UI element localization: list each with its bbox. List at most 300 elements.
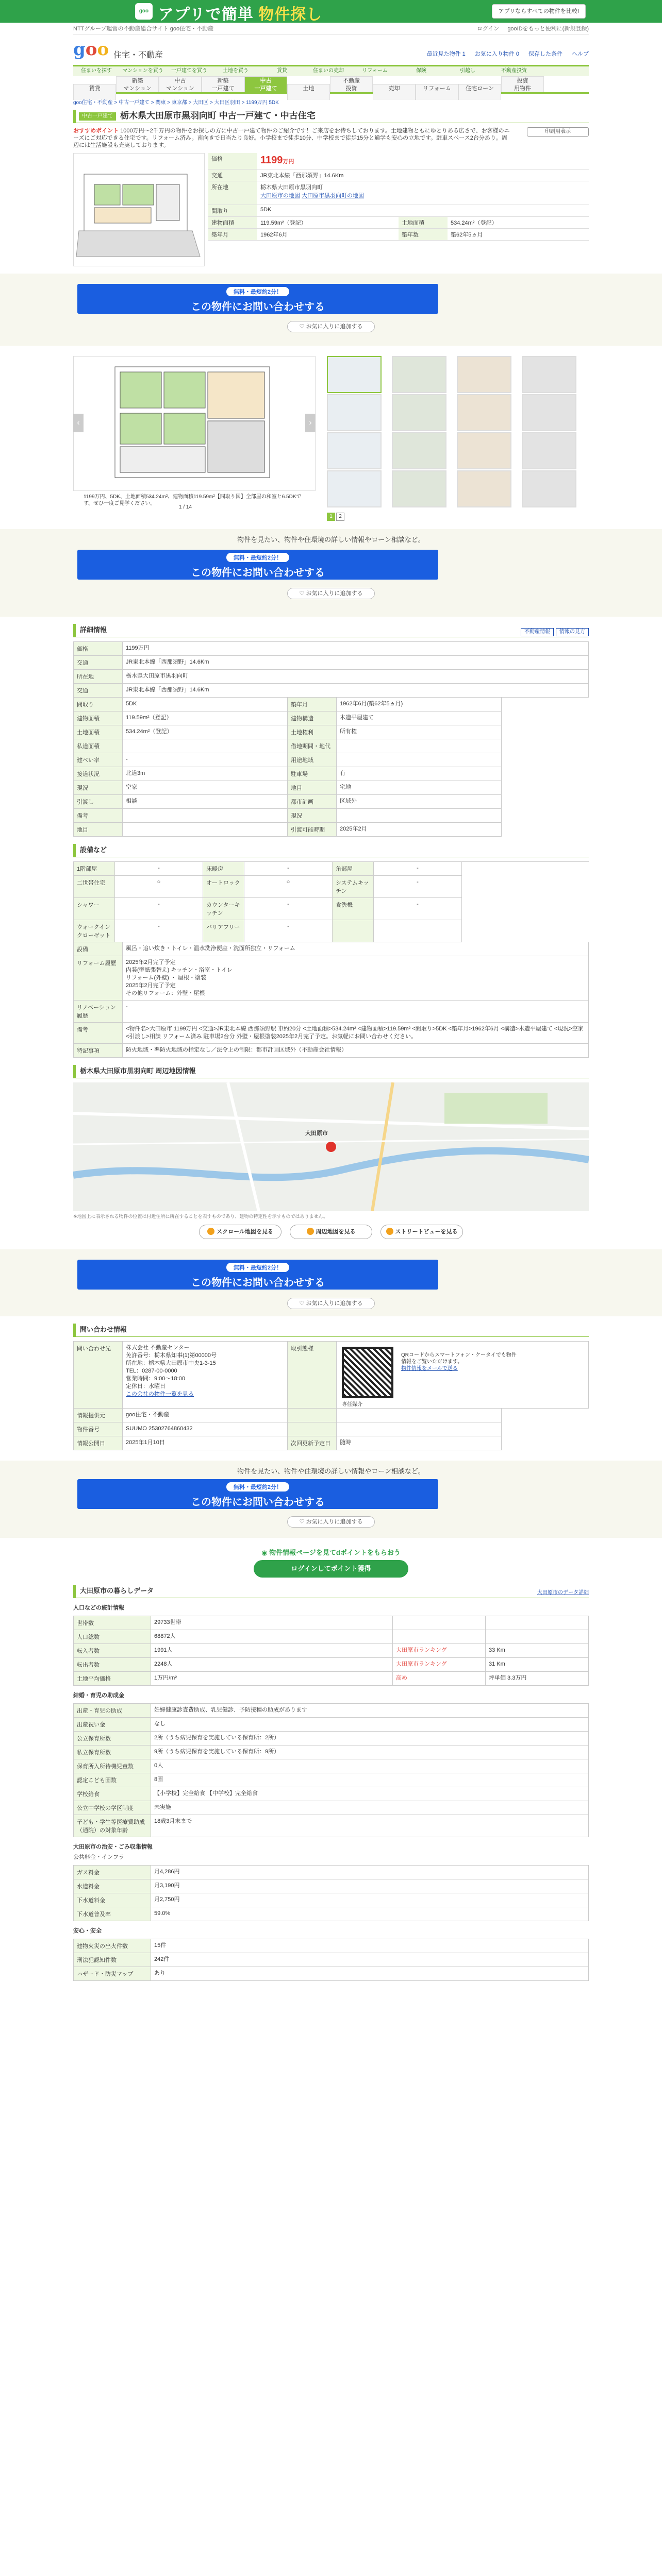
detail-row xyxy=(74,642,589,656)
detail-row xyxy=(74,670,589,684)
map-button-label: ストリートビューを見る xyxy=(395,1229,458,1235)
map-button-2[interactable] xyxy=(380,1225,463,1239)
area-value: 月2,750円 xyxy=(151,1893,589,1907)
area-row xyxy=(74,1939,589,1953)
equipment-label: リフォーム履歴 xyxy=(74,956,123,1001)
area-row xyxy=(74,1907,589,1921)
equipment-label xyxy=(333,920,374,942)
gallery-prev-icon[interactable]: ‹ xyxy=(73,414,84,432)
map-city-label: 大田原市 xyxy=(305,1130,328,1137)
property-type-tabs xyxy=(73,76,589,94)
stats-table xyxy=(73,1616,589,1686)
area-row xyxy=(74,1658,589,1672)
detail-link-0[interactable]: 不動産情報 xyxy=(521,628,554,636)
area-label: 私立保育所数 xyxy=(74,1745,151,1759)
favorite-label: お気に入りに追加する xyxy=(306,1519,363,1525)
area-row xyxy=(74,1630,589,1644)
tab-7[interactable]: 売却 xyxy=(373,84,416,100)
detail-section-title xyxy=(73,624,589,637)
header-link-2[interactable]: 保存した条件 xyxy=(528,51,562,57)
inquiry-note-4: 物件を見たい、物件や住環境の詳しい情報やローン相談など。 xyxy=(237,1467,425,1475)
favorite-label: お気に入りに追加する xyxy=(306,1300,363,1307)
equipment-value: 風呂・追い炊き・トイレ・温水洗浄便座・洗面所独立・リフォーム xyxy=(123,942,589,956)
detail-row xyxy=(74,711,589,725)
area-label: ハザード・防災マップ xyxy=(74,1967,151,1981)
subsidy-table xyxy=(73,1703,589,1837)
contact-info-label: 物件番号 xyxy=(74,1422,123,1436)
area-row xyxy=(74,1704,589,1718)
app-banner[interactable] xyxy=(0,0,662,23)
detail-label: 所在地 xyxy=(74,670,123,684)
detail-table xyxy=(73,641,589,837)
area-label: 水道料金 xyxy=(74,1879,151,1893)
area-value: 未実施 xyxy=(151,1801,589,1815)
equipment-label: 1階部屋 xyxy=(74,862,115,876)
equipment-value: - xyxy=(374,898,462,920)
area-value xyxy=(486,1616,589,1630)
gallery-thumbnail[interactable] xyxy=(522,394,576,431)
area-value: 坪単価 3.3万円 xyxy=(486,1672,589,1686)
equipment-value: - xyxy=(244,920,333,942)
tab-1[interactable]: 新築 マンション xyxy=(116,76,159,92)
thumb-page-0[interactable]: 1 xyxy=(327,513,335,521)
site-logo[interactable]: goo xyxy=(73,39,109,60)
favorite-button-2[interactable] xyxy=(287,588,375,599)
gallery-thumbnail[interactable] xyxy=(392,356,446,393)
area-value xyxy=(393,1616,486,1630)
equipment-label: リノベーション履歴 xyxy=(74,1001,123,1023)
area-value: なし xyxy=(151,1718,589,1732)
page-title-bar xyxy=(73,110,589,123)
detail-label: 間取り xyxy=(74,698,123,711)
inquiry-cta-1 xyxy=(0,274,662,346)
area-value: 大田原市ランキング xyxy=(393,1644,486,1658)
area-label: 保育所入所待機児童数 xyxy=(74,1759,151,1773)
land-area-label: 土地面積 xyxy=(399,217,448,228)
free-badge: 無料・最短約2分！ xyxy=(226,1263,289,1272)
header-link-3[interactable]: ヘルプ xyxy=(572,51,589,57)
area-value: あり xyxy=(151,1967,589,1981)
detail-row xyxy=(74,739,589,753)
equipment-text-row xyxy=(74,1044,589,1058)
points-login-button[interactable]: ログインしてポイント獲得 xyxy=(254,1560,408,1578)
contact-info-value: 随時 xyxy=(337,1436,502,1450)
area-value: 月3,190円 xyxy=(151,1879,589,1893)
qr-code-icon xyxy=(342,1347,393,1398)
app-download-button[interactable]: アプリならすべての物件を比較! xyxy=(492,4,586,19)
area-value: 2248人 xyxy=(151,1658,393,1672)
equipment-row xyxy=(74,898,589,920)
inquiry-label: この物件にお問い合わせする xyxy=(191,1497,325,1508)
map-pin-icon xyxy=(307,1228,314,1235)
contact-info-label: 情報提供元 xyxy=(74,1409,123,1422)
area-row xyxy=(74,1893,589,1907)
gallery-thumbnail[interactable] xyxy=(457,432,511,469)
detail-label: 交通 xyxy=(74,656,123,670)
address-label: 所在地 xyxy=(208,181,257,205)
thumb-page-1[interactable]: 2 xyxy=(336,513,344,521)
category-5[interactable]: 住まいの売却 xyxy=(313,68,344,74)
equipment-text-row xyxy=(74,1023,589,1044)
inquiry-button-4[interactable] xyxy=(77,1479,438,1509)
gallery-thumbnail[interactable] xyxy=(457,470,511,507)
contact-info-value: goo住宅・不動産 xyxy=(123,1409,288,1422)
area-value: 9所（うち病児保育を実施している保育所：9所） xyxy=(151,1745,589,1759)
price-number: 1199 xyxy=(260,155,283,166)
area-label: 下水道普及率 xyxy=(74,1907,151,1921)
area-row xyxy=(74,1815,589,1837)
equipment-value: ○ xyxy=(115,876,203,898)
area-value xyxy=(486,1630,589,1644)
detail-value: 所有権 xyxy=(337,725,502,739)
company-listings-link[interactable]: この会社の物件一覧を見る xyxy=(126,1391,194,1397)
equipment-label: 備考 xyxy=(74,1023,123,1044)
tab-0[interactable]: 賃貸 xyxy=(73,84,116,100)
contact-info-label xyxy=(288,1422,337,1436)
tab-6[interactable]: 不動産 投資 xyxy=(330,76,373,92)
area-value: 1991人 xyxy=(151,1644,393,1658)
category-4[interactable]: 賃貸 xyxy=(277,68,287,74)
category-3[interactable]: 土地を買う xyxy=(223,68,249,74)
area-value: 妊婦健康診査費助成、乳児健診、予防接種の助成があります xyxy=(151,1704,589,1718)
equipment-label: シャワー xyxy=(74,898,115,920)
equipment-text-row xyxy=(74,1001,589,1023)
detail-label: 都市計画 xyxy=(288,795,337,809)
access-value: JR東北本線「西那須野」14.6Km xyxy=(260,173,344,179)
favorite-button-4[interactable] xyxy=(287,1516,375,1528)
heart-icon: ♡ xyxy=(299,324,305,330)
point-icon: ◉ xyxy=(261,1549,268,1556)
area-value: 大田原市ランキング xyxy=(393,1658,486,1672)
category-7[interactable]: 保険 xyxy=(416,68,426,74)
detail-value xyxy=(337,809,502,823)
detail-value xyxy=(123,823,288,837)
detail-value xyxy=(123,809,288,823)
detail-value: 北道3m xyxy=(123,767,288,781)
equipment-value: - xyxy=(115,862,203,876)
area-value xyxy=(393,1630,486,1644)
gallery-thumbnail[interactable] xyxy=(392,470,446,507)
tab-3[interactable]: 新築 一戸建て xyxy=(202,76,244,92)
area-heading: 大田原市の暮らしデータ xyxy=(80,1587,154,1595)
area-label: 刑法犯認知件数 xyxy=(74,1953,151,1967)
photo-pager: 1 / 14 xyxy=(179,504,192,510)
area-label: 公立保育所数 xyxy=(74,1732,151,1745)
tab-2[interactable]: 中古 マンション xyxy=(159,76,202,92)
building-area-value: 119.59m²（登記） xyxy=(260,220,307,226)
built-label: 築年月 xyxy=(208,229,257,240)
gallery-thumbnail[interactable] xyxy=(327,356,382,393)
area-value: 高め xyxy=(393,1672,486,1686)
detail-label: 借地期間・地代 xyxy=(288,739,337,753)
equipment-heading: 設備など xyxy=(80,846,107,854)
sub-navigation xyxy=(73,23,589,35)
map-button-1[interactable] xyxy=(290,1225,372,1239)
age-label: 築年数 xyxy=(399,229,448,240)
area-value: 242件 xyxy=(151,1953,589,1967)
area-label: 出産・育児の助成 xyxy=(74,1704,151,1718)
contact-info-row xyxy=(74,1436,589,1450)
category-2[interactable]: 一戸建てを買う xyxy=(171,68,207,74)
tab-8[interactable]: リフォーム xyxy=(416,84,458,100)
equipment-value xyxy=(374,920,462,942)
detail-value: 相談 xyxy=(123,795,288,809)
site-header xyxy=(73,35,589,65)
photo-caption: 1199万円、5DK、土地面積534.24m²、建物面積119.59m²【間取り図】全部屋の和室と6.5DKです。ぜひ一度ご見学ください。 xyxy=(84,494,302,506)
detail-label: 地目 xyxy=(288,781,337,795)
inquiry-cta-2 xyxy=(0,529,662,617)
layout-label: 間取り xyxy=(208,205,257,216)
detail-row xyxy=(74,767,589,781)
site-tagline: NTTグループ運営の不動産総合サイト goo住宅・不動産 xyxy=(73,26,214,32)
equipment-label: 食洗機 xyxy=(333,898,374,920)
detail-label: 引渡し xyxy=(74,795,123,809)
area-value: 29733世帯 xyxy=(151,1616,393,1630)
area-row xyxy=(74,1759,589,1773)
equipment-label: システムキッチン xyxy=(333,876,374,898)
detail-value: 1962年6月(築62年5ヵ月) xyxy=(337,698,502,711)
area-value: 31 Km xyxy=(486,1658,589,1672)
register-link[interactable]: gooIDをもっと便利に(新規登録) xyxy=(507,26,589,32)
equipment-label: バリアフリー xyxy=(203,920,244,942)
gallery-thumbnail[interactable] xyxy=(327,470,382,507)
detail-label: 建物構造 xyxy=(288,711,337,725)
detail-label: 備考 xyxy=(74,809,123,823)
equipment-value: ○ xyxy=(244,876,333,898)
city-map-link[interactable]: 大田原市の地図 xyxy=(260,193,300,199)
floorplan-thumbnail[interactable] xyxy=(73,153,205,266)
company-info: 株式会社 不動産センター 免許番号：栃木県知事(1)第00000号 所在地：栃木県大田原市中央1-3-15 TEL：0287-00-0000 営業時間：9:00～18:00 定休日：水曜日 xyxy=(126,1345,217,1389)
safety-subheading: 大田原市の治安・ごみ収集情報 xyxy=(73,1844,153,1850)
tab-9[interactable]: 住宅ローン xyxy=(458,84,501,100)
category-0[interactable]: 住まいを探す xyxy=(81,68,112,74)
equipment-text-row xyxy=(74,942,589,956)
area-label: 下水道料金 xyxy=(74,1893,151,1907)
age-value: 築62年5ヵ月 xyxy=(451,232,483,238)
equipment-label: 特記事項 xyxy=(74,1044,123,1058)
favorite-label: お気に入りに追加する xyxy=(306,590,363,597)
contact-info-label: 情報公開日 xyxy=(74,1436,123,1450)
free-badge: 無料・最短約2分！ xyxy=(226,287,289,296)
area-label: 転入者数 xyxy=(74,1644,151,1658)
area-label: 公立中学校の学区制度 xyxy=(74,1801,151,1815)
contact-info-label xyxy=(288,1409,337,1422)
detail-value: 空家 xyxy=(123,781,288,795)
header-link-1[interactable]: お気に入り物件 0 xyxy=(474,51,519,57)
gallery-thumbnail[interactable] xyxy=(392,394,446,431)
area-row xyxy=(74,1773,589,1787)
detail-row xyxy=(74,753,589,767)
detail-label: 接道状況 xyxy=(74,767,123,781)
equipment-value: <物件名>大田原市 1199万円 <交通>JR東北本線 西那須野駅 車約20分 <土地面積>534.24m² <建物面積>119.59m² <間取り>5DK <築年月>1962年6月 <構造>木造平屋建て <現況>空家 <引渡し>相談 リフォーム済み 駐車場2台分 外壁・屋根塗装2025年2月完了予定。お気軽にお問い合わせください。 xyxy=(123,1023,589,1044)
inquiry-button-1[interactable] xyxy=(77,284,438,314)
detail-value: 5DK xyxy=(123,698,288,711)
area-label: 認定こども園数 xyxy=(74,1773,151,1787)
area-value: 1万円/m² xyxy=(151,1672,393,1686)
contact-info-value: SUUMO 25302764860432 xyxy=(123,1422,288,1436)
equipment-label: 角部屋 xyxy=(333,862,374,876)
deal-type-label: 取引態様 xyxy=(288,1342,337,1409)
gallery-thumbnail[interactable] xyxy=(522,356,576,393)
contact-info-row xyxy=(74,1422,589,1436)
area-row xyxy=(74,1787,589,1801)
map-button-label: スクロール地図を見る xyxy=(217,1229,273,1235)
detail-value xyxy=(337,753,502,767)
land-area-value: 534.24m²（登記） xyxy=(451,220,498,226)
favorite-button-3[interactable] xyxy=(287,1298,375,1309)
equipment-value: - xyxy=(244,862,333,876)
detail-label: 私道面積 xyxy=(74,739,123,753)
equipment-table xyxy=(73,861,589,1058)
gallery-thumbnail[interactable] xyxy=(392,432,446,469)
map-heading: 栃木県大田原市黒羽向町 周辺地図情報 xyxy=(80,1067,196,1075)
gallery-thumbnail[interactable] xyxy=(522,470,576,507)
area-label: 学校給食 xyxy=(74,1787,151,1801)
inquiry-label: この物件にお問い合わせする xyxy=(191,1277,325,1289)
map-button-label: 周辺地図を見る xyxy=(316,1229,356,1235)
contact-info-value: 2025年1月10日 xyxy=(123,1436,288,1450)
area-value: 18歳3月末まで xyxy=(151,1815,589,1837)
area-value: 33 Km xyxy=(486,1644,589,1658)
page-title: 栃木県大田原市黒羽向町 中古一戸建て・中古住宅 xyxy=(120,111,316,121)
inquiry-note-2: 物件を見たい、物件や住環境の詳しい情報やローン相談など。 xyxy=(237,536,425,544)
print-button[interactable]: 印刷用表示 xyxy=(527,127,589,137)
area-row xyxy=(74,1967,589,1981)
map-section-title xyxy=(73,1065,589,1078)
inquiry-cta-4 xyxy=(0,1461,662,1538)
site-name: 住宅・不動産 xyxy=(113,51,163,60)
category-9[interactable]: 不動産投資 xyxy=(501,68,527,74)
area-row xyxy=(74,1953,589,1967)
map-button-0[interactable] xyxy=(199,1225,282,1239)
tab-5[interactable]: 土地 xyxy=(287,84,330,100)
detail-label: 現況 xyxy=(288,809,337,823)
category-8[interactable]: 引越し xyxy=(460,68,475,74)
stats-subheading: 人口などの統計情報 xyxy=(73,1605,124,1611)
login-link[interactable]: ログイン xyxy=(476,26,500,32)
area-row xyxy=(74,1616,589,1630)
detail-label: 価格 xyxy=(74,642,123,656)
category-6[interactable]: リフォーム xyxy=(362,68,388,74)
equipment-value: 2025年2月完了予定 内装(壁紙張替え) キッチン・浴室・トイレ リフォーム(外壁) ・ 屋根・塗装 2025年2月完了予定 その他リフォーム：外壁・屋根 xyxy=(123,956,589,1001)
inquiry-cta-3 xyxy=(0,1249,662,1316)
favorite-button-1[interactable] xyxy=(287,321,375,332)
header-link-0[interactable]: 最近見た物件 1 xyxy=(426,51,466,57)
area-value: 15件 xyxy=(151,1939,589,1953)
area-label: ガス料金 xyxy=(74,1866,151,1879)
detail-row xyxy=(74,795,589,809)
category-row xyxy=(73,65,589,76)
price-label: 価格 xyxy=(208,153,257,169)
map-pin-icon xyxy=(386,1228,393,1235)
equipment-row xyxy=(74,920,589,942)
category-1[interactable]: マンションを買う xyxy=(122,68,163,74)
gallery-thumbnail[interactable] xyxy=(457,394,511,431)
price-unit: 万円 xyxy=(283,159,294,165)
detail-label: 地目 xyxy=(74,823,123,837)
area-row xyxy=(74,1732,589,1745)
main-photo[interactable] xyxy=(73,356,316,491)
town-map-link[interactable]: 大田原市黒羽向町の地図 xyxy=(302,193,365,199)
detail-value: JR東北本線「西那須野」14.6Km xyxy=(123,656,589,670)
heart-icon: ♡ xyxy=(299,1300,305,1307)
equipment-value: - xyxy=(374,876,462,898)
area-label: 転出者数 xyxy=(74,1658,151,1672)
app-icon: goo xyxy=(135,3,153,20)
area-row xyxy=(74,1644,589,1658)
area-section-title xyxy=(73,1585,589,1598)
equipment-value: - xyxy=(374,862,462,876)
security-subheading: 安心・安全 xyxy=(73,1928,102,1934)
app-headline xyxy=(158,2,322,24)
points-banner xyxy=(73,1547,589,1557)
app-headline-pre: アプリで簡単 xyxy=(158,6,254,23)
area-row xyxy=(74,1879,589,1893)
gallery-next-icon[interactable]: › xyxy=(305,414,316,432)
breadcrumb[interactable]: goo住宅・不動産 > 中古一戸建て > 関東 > 東京都 > 大田区 > 大田区羽田 > 1199万円 5DK xyxy=(73,100,279,106)
tab-4[interactable]: 中古 一戸建て xyxy=(244,76,287,92)
recommend-text: 1000万円～2千万円の物件をお探しの方に中古一戸建て物件のご紹介です！ご来店をお待ちしております。土地建物ともにゆとりある広さで、お客様のニーズにご対応できる住宅です。リフォーム済み。南向きで日当たり良好。小学校まで徒歩10分、中学校まで徒歩15分と通学も安心の立地です。駐車スペース2台分あり。周辺には生活施設も充実しております。 xyxy=(73,128,510,148)
area-row xyxy=(74,1672,589,1686)
area-detail-link[interactable]: 大田原市のデータ詳細 xyxy=(537,1590,589,1596)
detail-value: JR東北本線「西那須野」14.6Km xyxy=(123,684,589,698)
inquiry-button-3[interactable] xyxy=(77,1260,438,1290)
access-label: 交通 xyxy=(208,170,257,181)
inquiry-label: この物件にお問い合わせする xyxy=(191,301,325,313)
app-headline-highlight: 物件探し xyxy=(258,6,323,23)
gallery-thumbnail[interactable] xyxy=(522,432,576,469)
gallery-thumbnail[interactable] xyxy=(327,394,382,431)
detail-value: 119.59m²（登記） xyxy=(123,711,288,725)
contact-info-label: 次回更新予定日 xyxy=(288,1436,337,1450)
area-value: 59.0% xyxy=(151,1907,589,1921)
detail-row xyxy=(74,823,589,837)
send-mail-link[interactable]: 物件情報をメールで送る xyxy=(401,1366,458,1371)
area-row xyxy=(74,1745,589,1759)
gallery-thumbnail[interactable] xyxy=(457,356,511,393)
equipment-label: 設備 xyxy=(74,942,123,956)
inquiry-button-2[interactable] xyxy=(77,550,438,580)
area-value: 2所（うち病児保育を実施している保育所：2所） xyxy=(151,1732,589,1745)
heart-icon: ♡ xyxy=(299,590,305,597)
area-row xyxy=(74,1718,589,1732)
equipment-value: - xyxy=(115,920,203,942)
gallery-thumbnail[interactable] xyxy=(327,432,382,469)
detail-label: 用途地域 xyxy=(288,753,337,767)
area-value: 月4,286円 xyxy=(151,1866,589,1879)
contact-section-title xyxy=(73,1324,589,1337)
detail-label: 土地権利 xyxy=(288,725,337,739)
detail-label: 引渡可能時期 xyxy=(288,823,337,837)
detail-link-1[interactable]: 情報の見方 xyxy=(556,628,589,636)
detail-value: 534.24m²（登記） xyxy=(123,725,288,739)
map-buttons xyxy=(73,1225,589,1239)
header-links xyxy=(427,49,589,58)
building-area-label: 建物面積 xyxy=(208,217,257,228)
built-value: 1962年6月 xyxy=(260,232,288,238)
area-label: 出産祝い金 xyxy=(74,1718,151,1732)
points-text: 物件情報ページを見てdポイントをもらおう xyxy=(269,1549,401,1556)
infra-table xyxy=(73,1865,589,1921)
area-map[interactable] xyxy=(73,1082,589,1211)
equipment-row xyxy=(74,862,589,876)
equipment-label: オートロック xyxy=(203,876,244,898)
infra-subheading: 公共料金・インフラ xyxy=(73,1854,124,1860)
company-label: 問い合わせ先 xyxy=(74,1342,123,1409)
tab-10[interactable]: 投資 用物件 xyxy=(501,76,544,92)
thumbnail-pager xyxy=(327,513,345,521)
heart-icon: ♡ xyxy=(299,1519,305,1525)
